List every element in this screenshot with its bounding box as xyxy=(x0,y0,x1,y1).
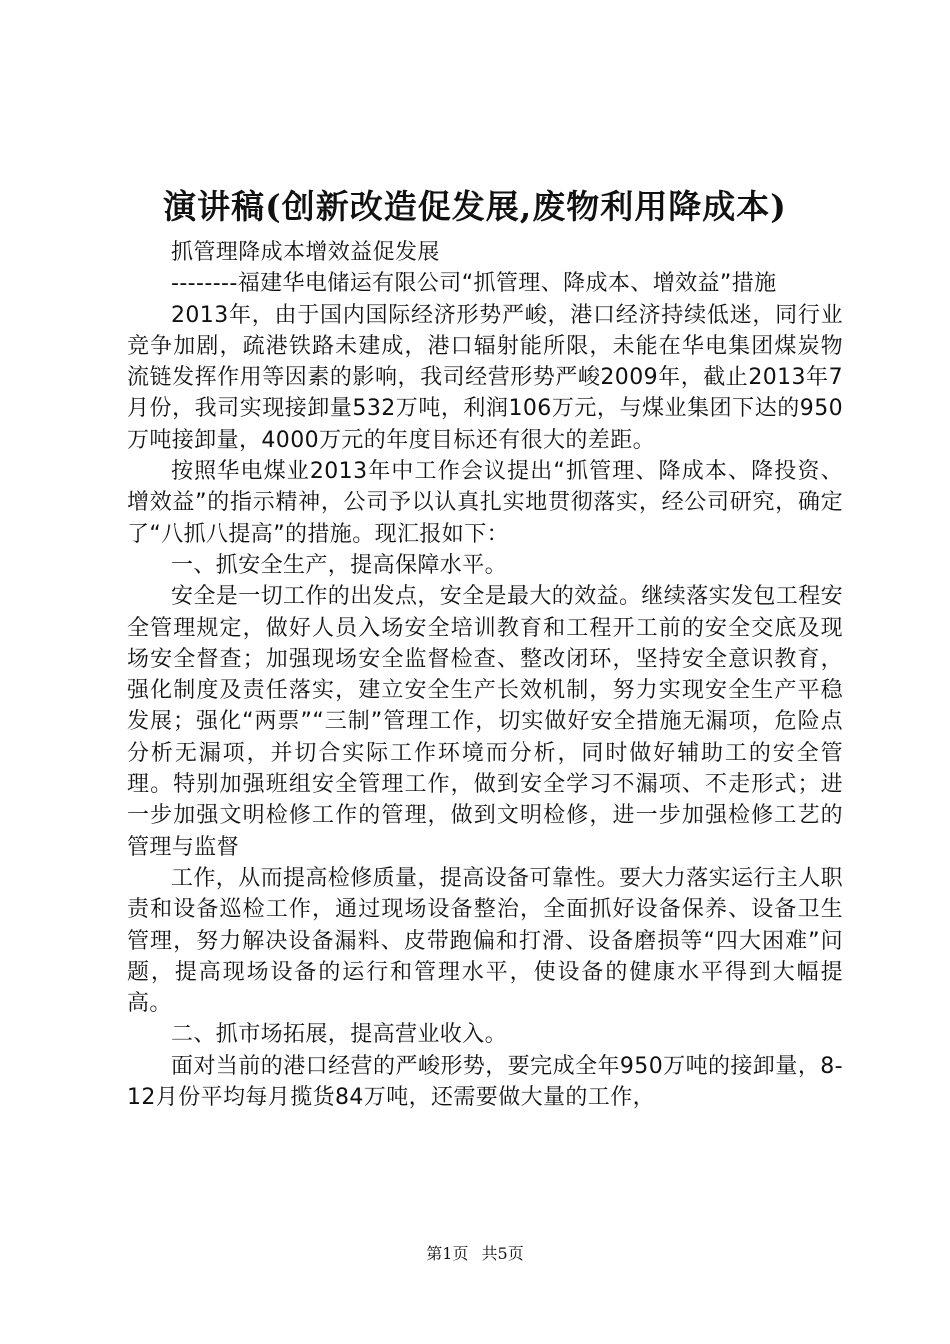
page-footer xyxy=(0,1243,950,1265)
section-heading: 一、抓安全生产，提高保障水平。 xyxy=(171,552,508,578)
paragraph: 2013年，由于国内国际经济形势严峻，港口经济持续低迷，同行业竞争加剧，疏港铁路未建成，港口辐射能所限，未能在华电集团煤炭物流链发挥作用等因素的影响，我司经营形势严峻2009年，截止2013年7月份，我司实现接卸量532万吨，利润106万元，与煤业集团下达的950万吨接卸量，4000万元的年度目标还有很大的差距。 xyxy=(127,302,843,453)
paragraph-subtitle: 抓管理降成本增效益促发展 xyxy=(171,240,440,265)
paragraph: 安全是一切工作的出发点，安全是最大的效益。继续落实发包工程安全管理规定，做好人员入场安全培训教育和工程开工前的安全交底及现场安全督查；加强现场安全监督检查、整改闭环，坚持安全意识教育，强化制度及责任落实，建立安全生产长效机制，努力实现安全生产平稳发展；强化“两票”“三制”管理工作，切实做好安全措施无漏项，危险点分析无漏项，并切合实际工作环境而分析，同时做好辅助工的安全管理。特别加强班组安全管理工作，做到安全学习不漏项、不走形式；进一步加强文明检修工作的管理，做到文明检修，进一步加强检修工艺的管理与监督 xyxy=(127,584,844,860)
page-total: 共5页 xyxy=(481,1244,524,1263)
page-number: 第1页 xyxy=(426,1244,469,1263)
section-heading: 二、抓市场拓展，提高营业收入。 xyxy=(171,1022,508,1048)
paragraph-byline: --------福建华电储运有限公司“抓管理、降成本、增效益”措施 xyxy=(171,271,777,297)
paragraph: 工作，从而提高检修质量，提高设备可靠性。要大力落实运行主人职责和设备巡检工作，通过现场设备整治，全面抓好设备保养、设备卫生管理，努力解决设备漏料、皮带跑偏和打滑、设备磨损等“四大困难”问题，提高现场设备的运行和管理水平，使设备的健康水平得到大幅提高。 xyxy=(127,865,844,1017)
paragraph: 面对当前的港口经营的严峻形势，要完成全年950万吨的接卸量，8-12月份平均每月揽货84万吨，还需要做大量的工作， xyxy=(127,1053,843,1111)
paragraph: 按照华电煤业2013年中工作会议提出“抓管理、降成本、降投资、增效益”的指示精神，公司予以认真扎实地贯彻落实，经公司研究，确定了“八抓八提高”的措施。现汇报如下： xyxy=(127,459,843,547)
document-body xyxy=(127,237,843,1113)
document-title: 演讲稿(创新改造促发展,废物利用降成本) xyxy=(163,187,787,226)
